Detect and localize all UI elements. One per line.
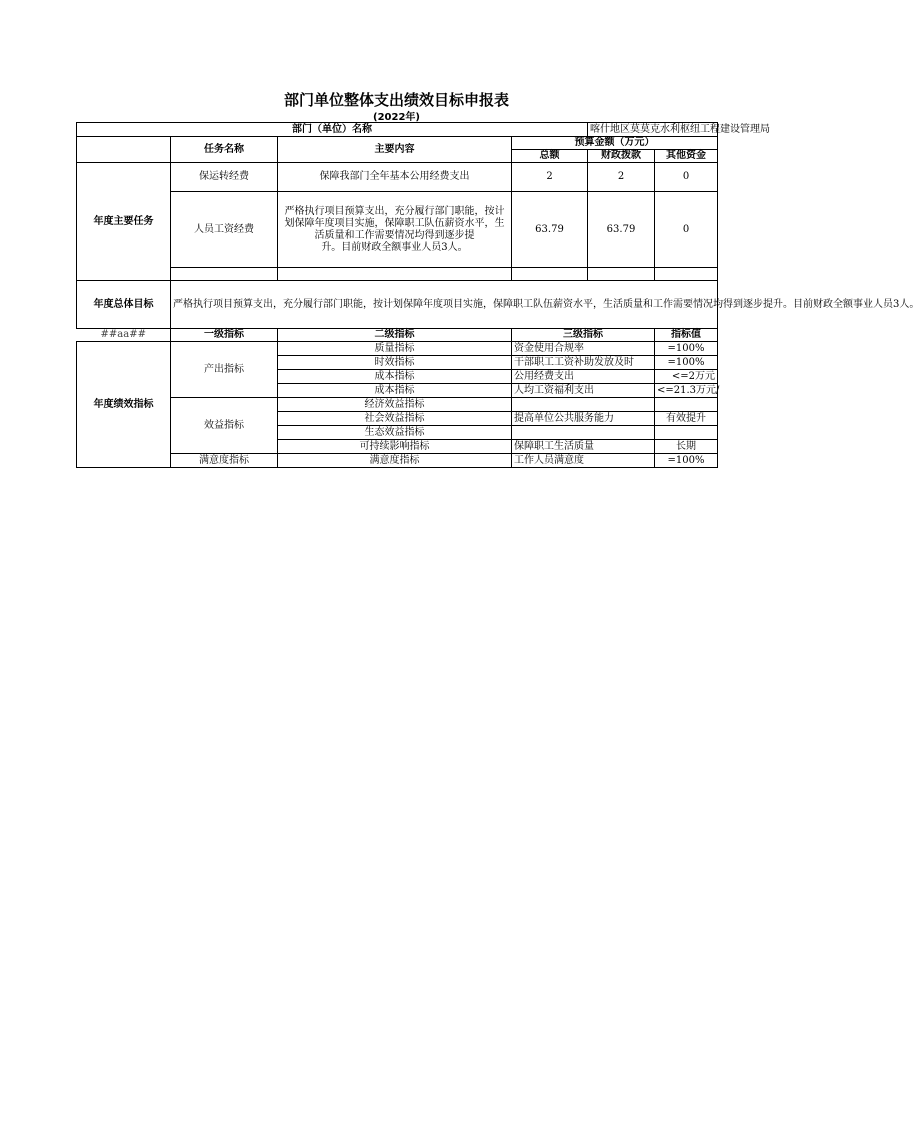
fiscal-header: 财政拨款: [588, 150, 655, 163]
level3-cell: [512, 426, 655, 440]
level2-cell: 满意度指标: [278, 454, 512, 468]
value-header: 指标值: [655, 329, 718, 342]
main-content-header: 主要内容: [278, 137, 512, 163]
total-header: 总额: [512, 150, 588, 163]
annual-goal-label: 年度总体目标: [77, 281, 171, 329]
level2-cell: 经济效益指标: [278, 398, 512, 412]
level2-cell: 质量指标: [278, 342, 512, 356]
task-fiscal: 63.79: [588, 192, 655, 268]
value-cell: <=2万元: [655, 370, 718, 384]
indicator-row: [77, 398, 718, 412]
level2-cell: 社会效益指标: [278, 412, 512, 426]
budget-header-row: [77, 137, 718, 150]
year-subtitle: (2022年): [373, 112, 420, 123]
level1-header: 一级指标: [171, 329, 278, 342]
task-total: 63.79: [512, 192, 588, 268]
task-row: [77, 192, 718, 268]
level2-cell: 可持续影响指标: [278, 440, 512, 454]
performance-goal-table: [76, 122, 919, 468]
level3-cell: 资金使用合规率: [512, 342, 655, 356]
task-total: 2: [512, 163, 588, 192]
task-other: 0: [655, 192, 718, 268]
annual-goal-text: 严格执行项目预算支出，充分履行部门职能，按计划保障年度项目实施，保障职工队伍薪资水平，生活质量和工作需要情况均得到逐步提升。目前财政全额事业人员3人。: [171, 281, 718, 329]
level3-cell: 提高单位公共服务能力: [512, 412, 655, 426]
level2-cell: 生态效益指标: [278, 426, 512, 440]
level3-cell: 保障职工生活质量: [512, 440, 655, 454]
level2-header: 二级指标: [278, 329, 512, 342]
task-row: [77, 163, 718, 192]
level3-cell: 工作人员满意度: [512, 454, 655, 468]
level3-cell: 干部职工工资补助发放及时: [512, 356, 655, 370]
value-cell: <=21.3万元/: [655, 384, 718, 398]
task-name: 保运转经费: [171, 163, 278, 192]
level3-cell: 人均工资福利支出: [512, 384, 655, 398]
page-title: 部门单位整体支出绩效目标申报表: [283, 91, 509, 109]
dept-label: 部门（单位）名称: [77, 123, 588, 137]
performance-indicators-label: 年度绩效指标: [77, 342, 171, 468]
satisfaction-indicator-label: 满意度指标: [171, 454, 278, 468]
task-row-empty: [77, 268, 718, 281]
value-cell: =100%: [655, 454, 718, 468]
indicator-row: [77, 342, 718, 356]
benefit-indicator-label: 效益指标: [171, 398, 278, 454]
task-content: 保障我部门全年基本公用经费支出: [278, 163, 512, 192]
value-cell: [655, 426, 718, 440]
level2-cell: 成本指标: [278, 384, 512, 398]
header-blank: [77, 137, 171, 163]
indicator-row: [77, 454, 718, 468]
annual-goal-row: [77, 281, 718, 329]
task-content: [278, 192, 512, 268]
level3-header: 三级指标: [512, 329, 655, 342]
task-name: 人员工资经费: [171, 192, 278, 268]
indicator-corner: ##aa##: [77, 329, 171, 342]
annual-tasks-label: 年度主要任务: [77, 163, 171, 281]
value-cell: =100%: [655, 356, 718, 370]
dept-value: 喀什地区莫莫克水利枢纽工程建设管理局: [588, 123, 718, 137]
other-header: 其他资金: [655, 150, 718, 163]
task-other: 0: [655, 163, 718, 192]
level2-cell: 成本指标: [278, 370, 512, 384]
level2-cell: 时效指标: [278, 356, 512, 370]
value-cell: 有效提升: [655, 412, 718, 426]
task-fiscal: 2: [588, 163, 655, 192]
value-cell: [655, 398, 718, 412]
task-content-tail: 升。目前财政全额事业人员3人。: [321, 241, 468, 253]
value-cell: =100%: [655, 342, 718, 356]
indicator-header-row: [77, 329, 718, 342]
value-cell: 长期: [655, 440, 718, 454]
dept-row: [77, 123, 718, 137]
level3-cell: 公用经费支出: [512, 370, 655, 384]
level3-cell: [512, 398, 655, 412]
task-name-header: 任务名称: [171, 137, 278, 163]
budget-amount-header: 预算金额（万元）: [512, 137, 718, 150]
task-content-main: 严格执行项目预算支出，充分履行部门职能，按计划保障年度项目实施，保障职工队伍薪资水平，生活质量和工作需要情况均得到逐步提: [284, 205, 505, 241]
output-indicator-label: 产出指标: [171, 342, 278, 398]
